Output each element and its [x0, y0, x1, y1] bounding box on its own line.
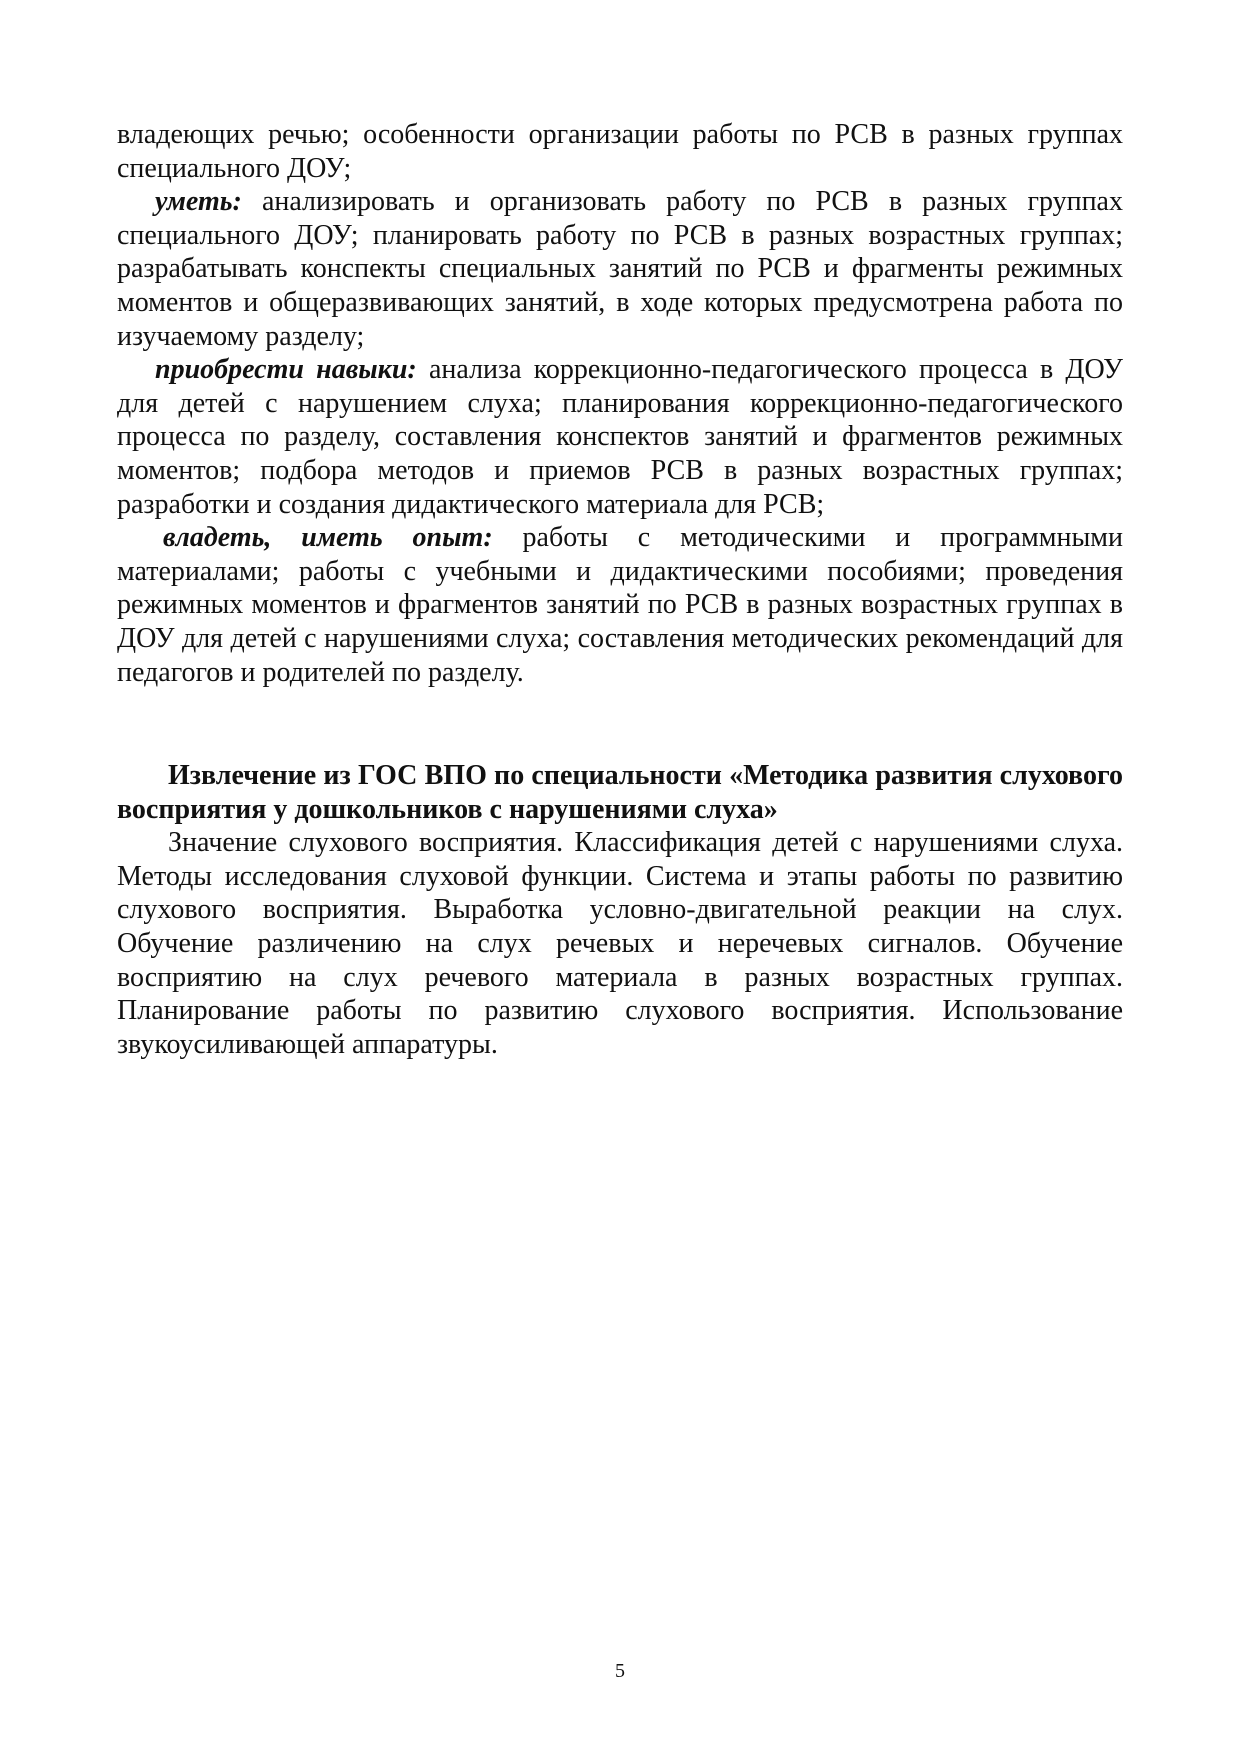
competency-label: владеть, иметь опыт: — [163, 522, 493, 554]
competency-text: анализа коррекционно-педагогического процесса в ДОУ для детей с нарушением слуха; планирования коррекционно-педагогического процесса по разделу, составления конспектов занятий и фрагментов режимных моментов; подбора методов и приемов РСВ в разных возрастных группах; разработки и создания дидактического материала для РСВ; — [117, 354, 1124, 520]
continuation-paragraph: владеющих речью; особенности организации работы по РСВ в разных группах специального ДОУ; — [117, 119, 1123, 184]
section-heading: Извлечение из ГОС ВПО по специальности «Методика развития слухового восприятия у дошкольников с нарушениями слуха» — [117, 760, 1123, 825]
competency-text: анализировать и организовать работу по РСВ в разных группах специального ДОУ; планировать работу по РСВ в разных возрастных группах; разрабатывать конспекты специальных занятий по РСВ и фрагменты режимных моментов и общеразвивающих занятий, в ходе которых предусмотрена работа по изучаемому разделу; — [117, 186, 1123, 352]
competency-text: работы с методическими и программными материалами; работы с учебными и дидактическими пособиями; проведения режимных моментов и фрагментов занятий по РСВ в разных возрастных группах в ДОУ для детей с нарушениями слуха; составления методических рекомендаций для педагогов и родителей по разделу. — [117, 522, 1123, 688]
competency-label: уметь: — [155, 186, 242, 218]
competency-item-priobresti — [117, 353, 1123, 521]
competency-item-vladet — [117, 521, 1123, 689]
page-number: 5 — [615, 1660, 625, 1682]
competency-label: приобрести навыки: — [155, 354, 417, 386]
gos-extract-section — [117, 759, 1123, 1061]
competencies-block — [117, 118, 1123, 689]
competency-item-umet — [117, 185, 1123, 353]
section-body: Значение слухового восприятия. Классификация детей с нарушениями слуха. Методы исследования слуховой функции. Система и этапы работы по развитию слухового восприятия. Выработка условно-двигательной реакции на слух. Обучение различению на слух речевых и неречевых сигналов. Обучение восприятию на слух речевого материала в разных возрастных группах. Планирование работы по развитию слухового восприятия. Использование звукоусиливающей аппаратуры. — [117, 827, 1123, 1060]
